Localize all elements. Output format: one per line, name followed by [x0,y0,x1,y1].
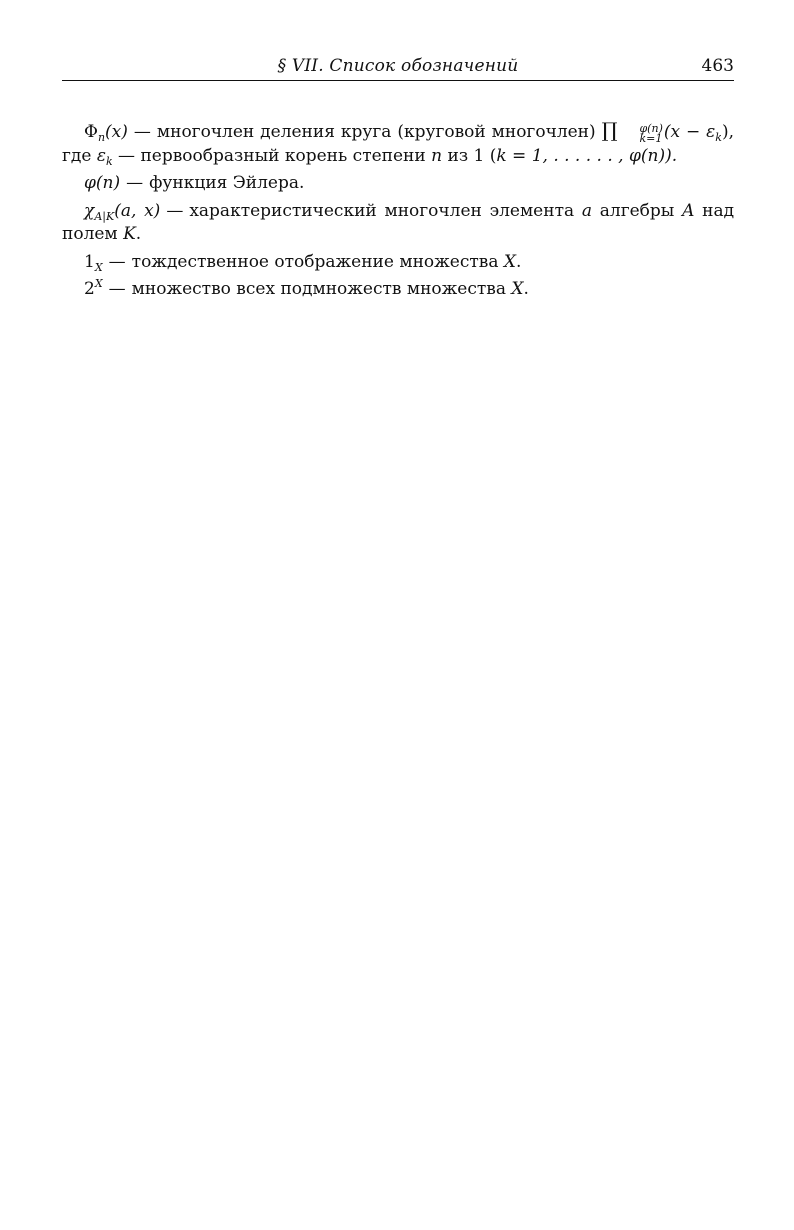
product-expression: ∏ φ(n) k=1 $(x - \varepsilon_k)$, [601,118,734,145]
definition-text: функция Эйлера. [149,173,305,193]
running-title: § VII. Список обозначений [277,56,519,76]
period: . [523,279,529,299]
definition-text: характеристический многочлен элемента [189,200,575,221]
var-X: X [503,251,516,272]
definition-text-3: — первообразный корень степени [118,145,426,166]
definition-text-3: над полем [62,200,735,244]
dash: — [133,122,151,142]
symbol-n: n [431,145,443,166]
definition-text-4: из 1 ( [447,145,497,166]
symbol-chi: $\chi_{A|K}(a$, x) [84,200,161,223]
symbol-epsilon: $\varepsilon_k$ [96,145,113,168]
symbol-phi-of-n: φ(n) [84,173,121,193]
symbol-phi-n: $\Phi_n(x)$ [84,122,128,144]
var-a: a [581,200,593,221]
page [62,52,734,306]
dash: — [126,173,144,193]
definition-text-2: алгебры [599,200,675,221]
range-part-2: . . . , φ(n)). [585,145,678,166]
symbol-identity: $1_X$ [84,251,103,274]
dash: — [166,200,184,221]
var-K: K [123,224,136,244]
entry-power-set [62,278,734,302]
period: . [515,251,522,272]
dash: — [108,279,126,299]
period: . [135,224,142,244]
range-part-1: k = 1, . . . [496,145,581,166]
var-A: A [682,200,695,221]
var-X: X [511,279,524,299]
entry-cyclotomic-polynomial [62,119,734,168]
running-header [62,52,734,81]
entry-identity-map [62,251,734,275]
entry-euler-function [62,172,734,196]
definition-text: многочлен деления круга (круговой многочлен) [156,122,596,142]
page-number: 463 [701,56,734,76]
notation-list [62,119,734,302]
dash: — [108,251,126,272]
definition-text: тождественное отображение множества [131,251,499,272]
symbol-power-set: $2^X$ [84,277,103,299]
definition-text-2: где [62,145,92,166]
entry-characteristic-polynomial [62,200,734,247]
definition-text: множество всех подмножеств множества [131,279,506,299]
